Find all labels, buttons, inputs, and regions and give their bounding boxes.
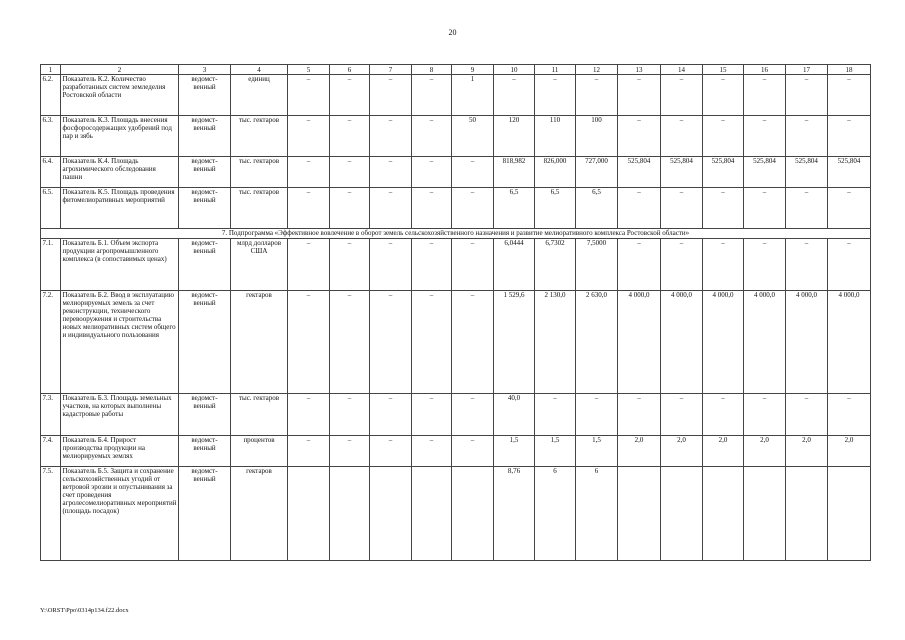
table-row — [41, 157, 871, 188]
value-cell: – — [370, 239, 412, 291]
indicator-name: Показатель Б.1. Объем экспорта продукции агропромышленного комплекса (в сопоставимых ценах) — [61, 239, 179, 291]
value-cell: 6,5 — [576, 188, 618, 229]
value-cell: – — [370, 75, 412, 116]
value-cell: 4 000,0 — [618, 291, 661, 394]
value-cell: – — [412, 157, 452, 188]
value-cell: – — [661, 394, 703, 436]
value-cell: – — [412, 188, 452, 229]
indicator-type: ведомст-венный — [179, 467, 231, 561]
column-number: 7 — [370, 65, 412, 75]
value-cell: – — [661, 239, 703, 291]
value-cell — [370, 467, 412, 561]
value-cell: – — [452, 394, 494, 436]
row-number: 6.4. — [41, 157, 61, 188]
value-cell: – — [786, 75, 828, 116]
unit-of-measure: тыс. гектаров — [231, 188, 288, 229]
value-cell: 6,7302 — [535, 239, 576, 291]
value-cell: 1,5 — [494, 436, 535, 467]
value-cell: – — [452, 157, 494, 188]
value-cell: 525,804 — [828, 157, 871, 188]
value-cell: – — [330, 291, 370, 394]
value-cell: 525,804 — [703, 157, 744, 188]
indicator-type: ведомст-венный — [179, 75, 231, 116]
value-cell — [744, 467, 786, 561]
row-number: 6.3. — [41, 116, 61, 157]
section-row — [41, 229, 871, 239]
value-cell: 4 000,0 — [744, 291, 786, 394]
indicator-name: Показатель Б.3. Площадь земельных участков, на которых выполнены кадастровые работы — [61, 394, 179, 436]
column-number: 18 — [828, 65, 871, 75]
indicator-type: ведомст-венный — [179, 239, 231, 291]
value-cell: – — [412, 75, 452, 116]
value-cell: 6,5 — [535, 188, 576, 229]
value-cell: 2,0 — [828, 436, 871, 467]
value-cell: – — [703, 394, 744, 436]
unit-of-measure: млрд долларов США — [231, 239, 288, 291]
value-cell: 4 000,0 — [661, 291, 703, 394]
value-cell: 525,804 — [786, 157, 828, 188]
value-cell: – — [452, 436, 494, 467]
row-number: 7.1. — [41, 239, 61, 291]
column-number: 10 — [494, 65, 535, 75]
value-cell: – — [576, 75, 618, 116]
value-cell: – — [535, 394, 576, 436]
indicator-type: ведомст-венный — [179, 116, 231, 157]
value-cell: – — [661, 116, 703, 157]
indicator-type: ведомст-венный — [179, 394, 231, 436]
indicator-name: Показатель К.3. Площадь внесения фосфоросодержащих удобрений под пар и зябь — [61, 116, 179, 157]
value-cell: – — [370, 436, 412, 467]
column-number: 4 — [231, 65, 288, 75]
column-number: 14 — [661, 65, 703, 75]
value-cell: 818,982 — [494, 157, 535, 188]
value-cell: – — [412, 436, 452, 467]
value-cell: – — [744, 188, 786, 229]
value-cell — [786, 467, 828, 561]
value-cell: – — [288, 436, 330, 467]
value-cell: 1 529,6 — [494, 291, 535, 394]
value-cell: – — [288, 116, 330, 157]
value-cell: – — [786, 394, 828, 436]
column-number: 12 — [576, 65, 618, 75]
value-cell: – — [618, 116, 661, 157]
value-cell: – — [703, 239, 744, 291]
value-cell: – — [412, 291, 452, 394]
column-number: 9 — [452, 65, 494, 75]
value-cell: 4 000,0 — [786, 291, 828, 394]
indicator-type: ведомст-венный — [179, 291, 231, 394]
value-cell: – — [452, 188, 494, 229]
value-cell: – — [330, 394, 370, 436]
value-cell: – — [744, 116, 786, 157]
value-cell: – — [618, 394, 661, 436]
value-cell: – — [370, 291, 412, 394]
value-cell: – — [288, 157, 330, 188]
value-cell: – — [618, 75, 661, 116]
row-number: 7.3. — [41, 394, 61, 436]
value-cell: 120 — [494, 116, 535, 157]
table-row — [41, 75, 871, 116]
indicator-type: ведомст-венный — [179, 157, 231, 188]
value-cell: – — [330, 188, 370, 229]
value-cell: – — [744, 75, 786, 116]
indicator-name: Показатель К.5. Площадь проведения фитомелиоративных мероприятий — [61, 188, 179, 229]
value-cell: – — [618, 239, 661, 291]
column-number: 13 — [618, 65, 661, 75]
value-cell: – — [744, 394, 786, 436]
indicator-type: ведомст-венный — [179, 188, 231, 229]
row-number: 7.2. — [41, 291, 61, 394]
value-cell: 8,76 — [494, 467, 535, 561]
value-cell: 6 — [535, 467, 576, 561]
value-cell: – — [494, 75, 535, 116]
value-cell: – — [576, 394, 618, 436]
value-cell: – — [452, 291, 494, 394]
unit-of-measure: процентов — [231, 436, 288, 467]
value-cell: 1,5 — [576, 436, 618, 467]
value-cell — [452, 467, 494, 561]
unit-of-measure: гектаров — [231, 291, 288, 394]
unit-of-measure: единиц — [231, 75, 288, 116]
value-cell: – — [703, 116, 744, 157]
column-number: 3 — [179, 65, 231, 75]
table-row — [41, 394, 871, 436]
value-cell: 4 000,0 — [828, 291, 871, 394]
value-cell — [703, 467, 744, 561]
value-cell: – — [828, 75, 871, 116]
value-cell: – — [288, 291, 330, 394]
value-cell: – — [370, 394, 412, 436]
column-number: 2 — [61, 65, 179, 75]
table-row — [41, 116, 871, 157]
value-cell: – — [828, 188, 871, 229]
value-cell: – — [786, 239, 828, 291]
value-cell: 2,0 — [786, 436, 828, 467]
value-cell: – — [330, 116, 370, 157]
indicator-name: Показатель Б.5. Защита и сохранение сельскохозяйственных угодий от ветровой эрозии и опустынивания за счет проведения агролесомелиоративных мероприятий (площадь посадок) — [61, 467, 179, 561]
column-number: 11 — [535, 65, 576, 75]
indicator-name: Показатель Б.2. Ввод в эксплуатацию мелиорируемых земель за счет реконструкции, технического перевооружения и строительства новых мелиоративных систем общего и индивидуального пользования — [61, 291, 179, 394]
value-cell: – — [330, 239, 370, 291]
value-cell: – — [744, 239, 786, 291]
page-number: 20 — [448, 28, 457, 37]
value-cell: – — [330, 436, 370, 467]
value-cell: – — [703, 75, 744, 116]
value-cell: 1 — [452, 75, 494, 116]
value-cell: 6 — [576, 467, 618, 561]
value-cell: – — [828, 116, 871, 157]
value-cell — [412, 467, 452, 561]
column-number: 17 — [786, 65, 828, 75]
value-cell: – — [370, 188, 412, 229]
value-cell: – — [703, 188, 744, 229]
value-cell: 525,804 — [661, 157, 703, 188]
column-number: 5 — [288, 65, 330, 75]
value-cell: 1,5 — [535, 436, 576, 467]
unit-of-measure: тыс. гектаров — [231, 394, 288, 436]
value-cell: 4 000,0 — [703, 291, 744, 394]
value-cell: 2,0 — [703, 436, 744, 467]
value-cell: 826,000 — [535, 157, 576, 188]
table-row — [41, 436, 871, 467]
indicator-type: ведомст-венный — [179, 436, 231, 467]
value-cell: 525,804 — [744, 157, 786, 188]
value-cell: 2,0 — [618, 436, 661, 467]
unit-of-measure: тыс. гектаров — [231, 116, 288, 157]
value-cell: 2,0 — [744, 436, 786, 467]
value-cell: – — [370, 157, 412, 188]
column-number: 16 — [744, 65, 786, 75]
value-cell: – — [535, 75, 576, 116]
value-cell: 727,000 — [576, 157, 618, 188]
value-cell — [330, 467, 370, 561]
column-number: 8 — [412, 65, 452, 75]
value-cell: – — [330, 157, 370, 188]
row-number: 7.5. — [41, 467, 61, 561]
value-cell: 7,5000 — [576, 239, 618, 291]
value-cell: 2 630,0 — [576, 291, 618, 394]
footer-file-path: Y:\ORST\Ppo\0314p134.f22.docx — [40, 607, 129, 614]
column-number-row — [41, 65, 871, 75]
row-number: 6.2. — [41, 75, 61, 116]
value-cell — [828, 467, 871, 561]
value-cell: – — [618, 188, 661, 229]
value-cell — [288, 467, 330, 561]
value-cell — [618, 467, 661, 561]
indicators-table — [40, 64, 871, 561]
table-row — [41, 188, 871, 229]
value-cell: 100 — [576, 116, 618, 157]
unit-of-measure: тыс. гектаров — [231, 157, 288, 188]
row-number: 7.4. — [41, 436, 61, 467]
indicator-name: Показатель Б.4. Прирост производства продукции на мелиорируемых землях — [61, 436, 179, 467]
value-cell: – — [288, 394, 330, 436]
value-cell: 50 — [452, 116, 494, 157]
value-cell: – — [412, 116, 452, 157]
value-cell: – — [661, 75, 703, 116]
table-row — [41, 239, 871, 291]
column-number: 1 — [41, 65, 61, 75]
value-cell: – — [370, 116, 412, 157]
value-cell: – — [412, 239, 452, 291]
table-row — [41, 467, 871, 561]
column-number: 6 — [330, 65, 370, 75]
value-cell: 6,5 — [494, 188, 535, 229]
value-cell: – — [661, 188, 703, 229]
value-cell: 6,0444 — [494, 239, 535, 291]
value-cell — [661, 467, 703, 561]
column-number: 15 — [703, 65, 744, 75]
value-cell: 525,804 — [618, 157, 661, 188]
value-cell: – — [330, 75, 370, 116]
value-cell: – — [786, 188, 828, 229]
value-cell: 2,0 — [661, 436, 703, 467]
value-cell: 40,0 — [494, 394, 535, 436]
value-cell: – — [288, 239, 330, 291]
value-cell: – — [412, 394, 452, 436]
section-title: 7. Подпрограмма «Эффективное вовлечение в оборот земель сельскохозяйственного назначения и развитие мелиоративного комплекса Ростовской области» — [41, 229, 871, 239]
value-cell: – — [288, 75, 330, 116]
unit-of-measure: гектаров — [231, 467, 288, 561]
indicator-name: Показатель К.4. Площадь агрохимического обследования пашни — [61, 157, 179, 188]
value-cell: – — [828, 394, 871, 436]
row-number: 6.5. — [41, 188, 61, 229]
value-cell: 2 130,0 — [535, 291, 576, 394]
value-cell: – — [452, 239, 494, 291]
value-cell: 110 — [535, 116, 576, 157]
table-row — [41, 291, 871, 394]
indicator-name: Показатель К.2. Количество разработанных систем земледелия Ростовской области — [61, 75, 179, 116]
value-cell: – — [288, 188, 330, 229]
value-cell: – — [828, 239, 871, 291]
value-cell: – — [786, 116, 828, 157]
